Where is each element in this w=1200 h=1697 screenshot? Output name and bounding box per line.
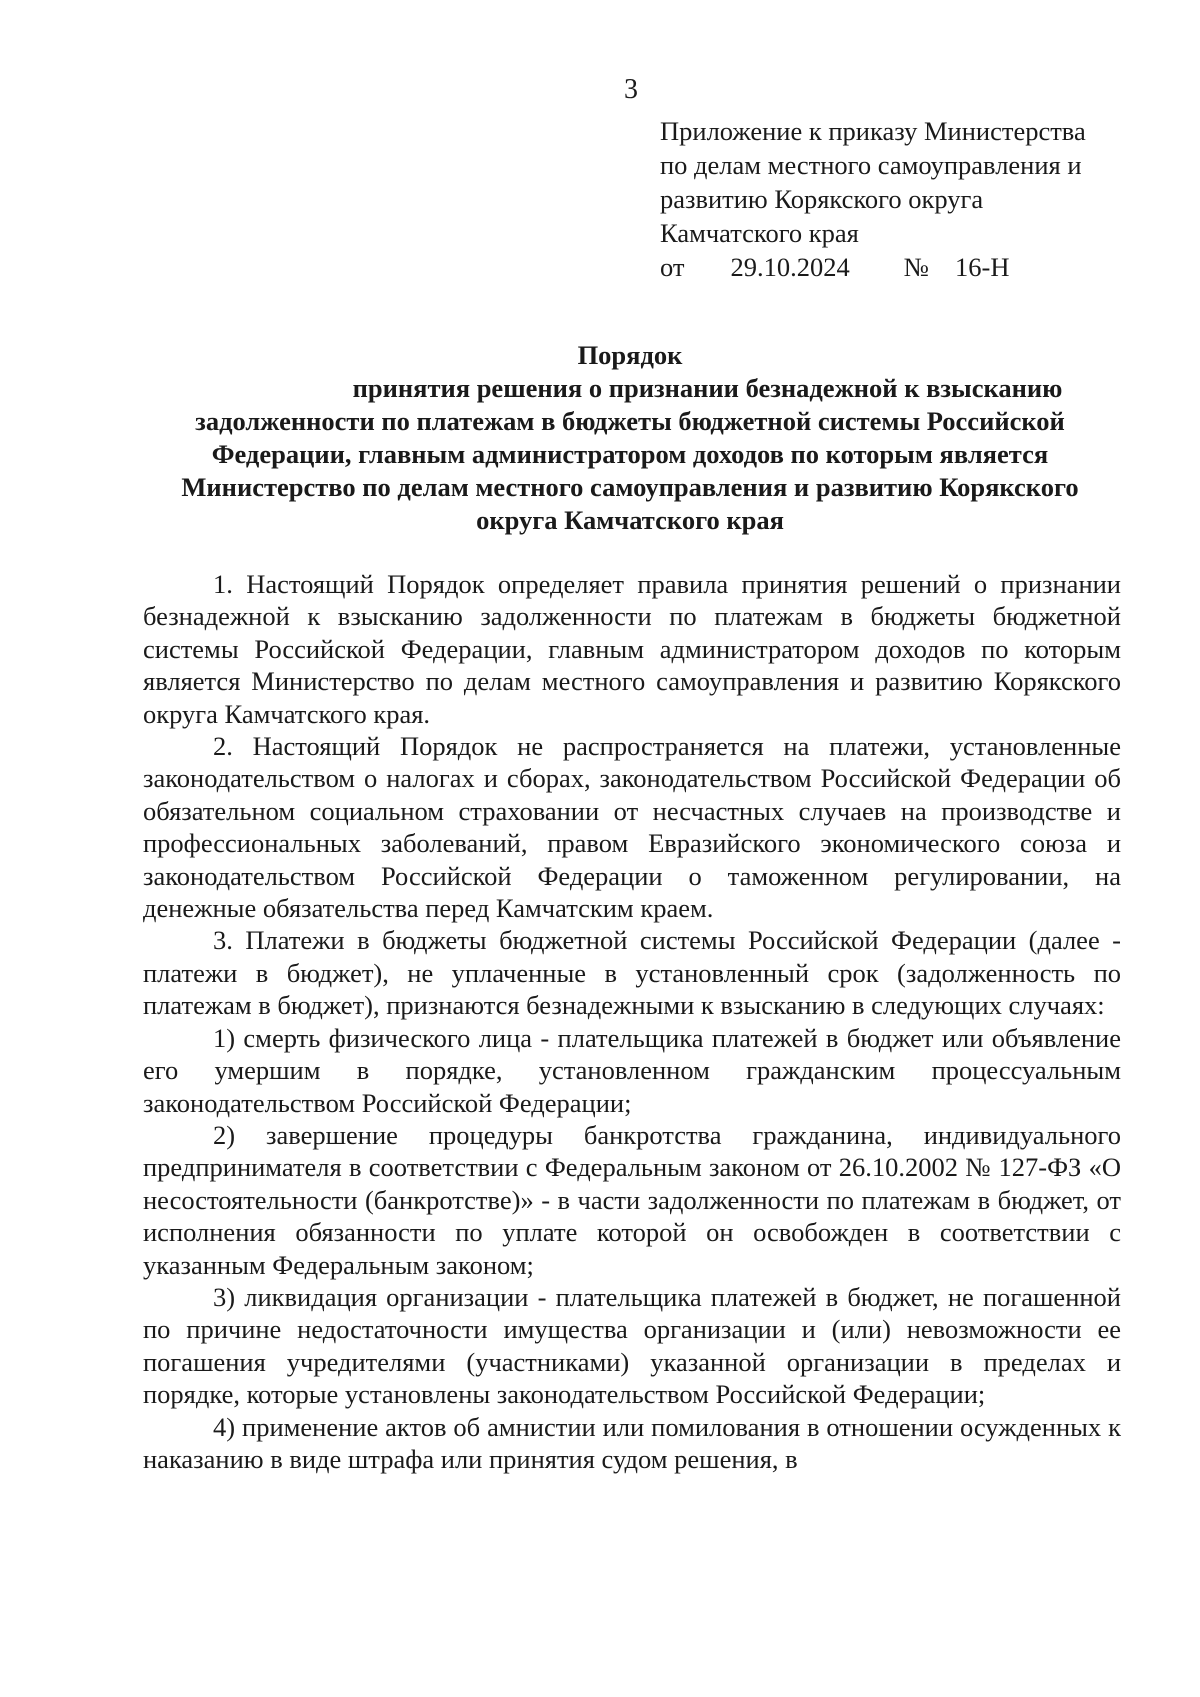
paragraph: 2) завершение процедуры банкротства гражданина, индивидуального предпринимателя в соответствии с Федеральным законом от 26.10.2002 № 127-ФЗ «О несостоятельности (банкротстве)» - в части задолженности по платежам в бюджет, от исполнения обязанности по уплате которой он освобожден в соответствии с указанным Федеральным законом; — [143, 1119, 1121, 1280]
order-number: 16-Н — [955, 252, 1010, 282]
date-prefix: от — [660, 252, 685, 282]
paragraph: 4) применение актов об амнистии или помилования в отношении осужденных к наказанию в виде штрафа или принятия судом решения, в — [143, 1411, 1121, 1474]
paragraph: 1. Настоящий Порядок определяет правила принятия решений о признании безнадежной к взысканию задолженности по платежам в бюджеты бюджетной системы Российской Федерации, главным администратором доходов по которым является Министерство по делам местного самоуправления и развитию Корякского округа Камчатского края. — [143, 569, 1121, 729]
title-text: принятия решения о признании безнадежной к взысканию задолженности по платежам в бюджеты бюджетной системы Российской Федерации, главным администратором доходов по которым является Министерство по делам местного самоуправления и развитию Корякского округа Камчатского края — [181, 373, 1079, 535]
paragraph: 2. Настоящий Порядок не распространяется на платежи, установленные законодательством о налогах и сборах, законодательством Российской Федерации об обязательном социальном страховании от несчастных случаев на производстве и профессиональных заболеваний, правом Евразийского экономического союза и законодательством Российской Федерации о таможенном регулировании, на денежные обязательства перед Камчатским краем. — [143, 731, 1121, 924]
appendix-line: Приложение к приказу Министерства — [660, 116, 1086, 146]
appendix-block — [660, 114, 1086, 284]
order-date: 29.10.2024 — [730, 252, 850, 282]
title-heading: Порядок — [577, 340, 683, 370]
appendix-line: развитию Корякского округа — [660, 184, 984, 214]
page-number: 3 — [624, 74, 638, 105]
document-title — [140, 339, 1120, 537]
paragraph: 3. Платежи в бюджеты бюджетной системы Российской Федерации (далее - платежи в бюджет), не уплаченные в установленный срок (задолженность по платежам в бюджет), признаются безнадежными к взысканию в следующих случаях: — [143, 925, 1121, 1021]
number-sign: № — [903, 252, 930, 282]
document-body — [143, 568, 1121, 1475]
order-reference — [660, 250, 1086, 284]
paragraph: 1) смерть физического лица - плательщика платежей в бюджет или объявление его умершим в порядке, установленном гражданским процессуальным законодательством Российской Федерации; — [143, 1022, 1121, 1118]
appendix-line: по делам местного самоуправления и — [660, 150, 1082, 180]
paragraph: 3) ликвидация организации - плательщика платежей в бюджет, не погашенной по причине недостаточности имущества организации и (или) невозможности ее погашения учредителями (участниками) указанной организации в пределах и порядке, которые установлены законодательством Российской Федерации; — [143, 1281, 1121, 1410]
appendix-line: Камчатского края — [660, 218, 859, 248]
